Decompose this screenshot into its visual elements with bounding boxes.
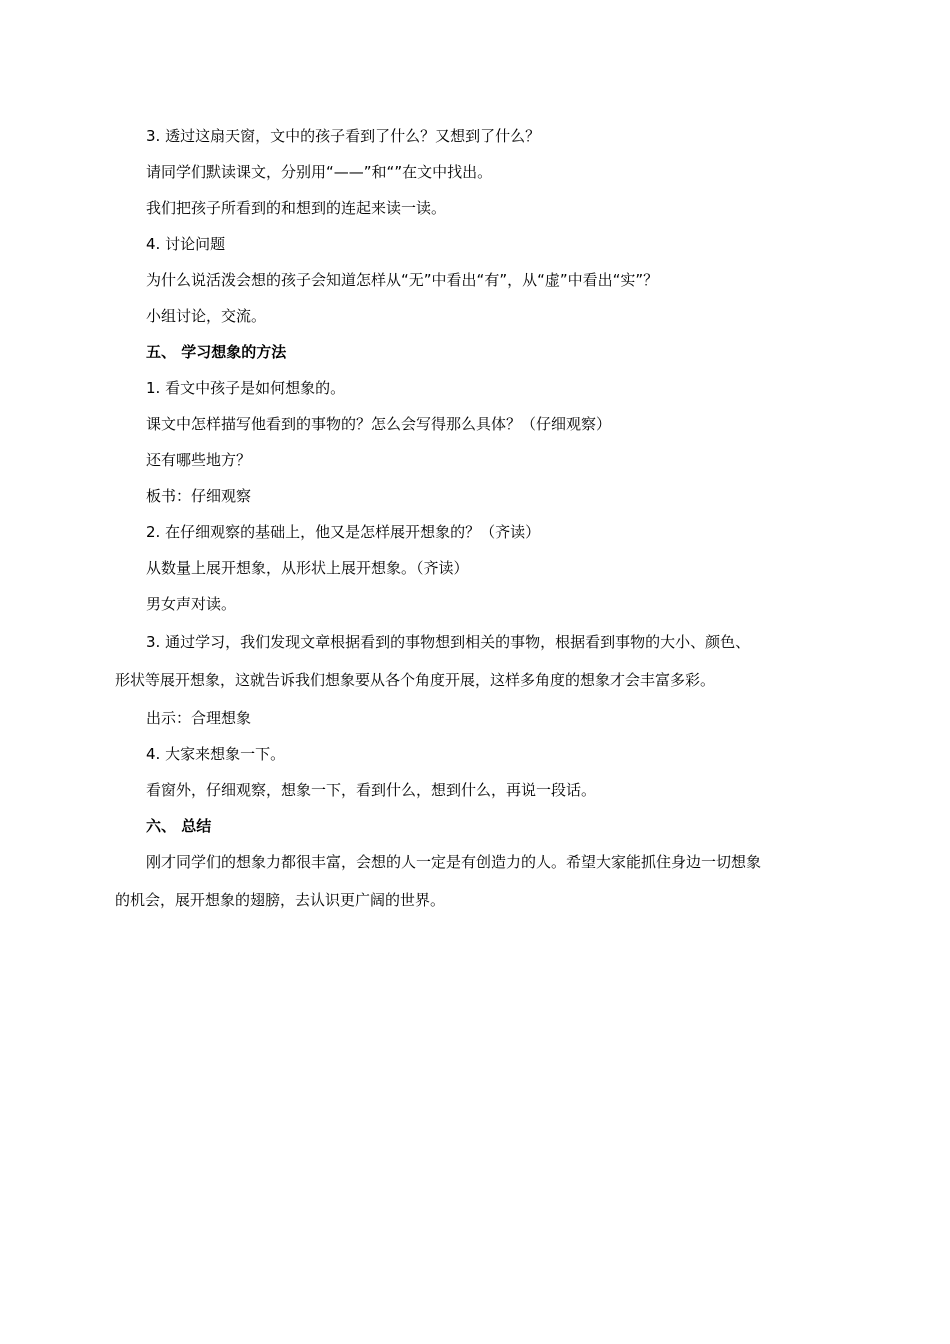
more-places-line: 还有哪些地方？ [146,451,252,469]
question-3-line: 3. 透过这扇天窗，文中的孩子看到了什么？又想到了什么？ [146,127,541,145]
quantity-shape-line: 从数量上展开想象，从形状上展开想象。（齐读） [146,559,469,577]
reading-line: 我们把孩子所看到的和想到的连起来读一读。 [146,199,447,217]
method-item-2-line: 2. 在仔细观察的基础上，他又是怎样展开想象的？（齐读） [146,523,541,541]
group-discussion-line: 小组讨论，交流。 [146,307,267,325]
section-6-heading: 六、 总结 [146,817,212,835]
method-question-line: 课文中怎样描写他看到的事物的？怎么会写得那么具体？（仔细观察） [146,415,612,433]
dialogue-line: 男女声对读。 [146,595,237,613]
summary-continuation: 的机会，展开想象的翅膀，去认识更广阔的世界。 [115,891,446,909]
observe-window-line: 看窗外，仔细观察，想象一下，看到什么，想到什么，再说一段话。 [146,781,597,799]
method-item-3-line: 3. 通过学习，我们发现文章根据看到的事物想到相关的事物，根据看到事物的大小、颜色、 [146,633,751,651]
blackboard-line: 板书：仔细观察 [146,487,252,505]
method-item-3-continuation: 形状等展开想象，这就告诉我们想象要从各个角度开展，这样多角度的想象才会丰富多彩。 [115,671,716,689]
method-item-4-line: 4. 大家来想象一下。 [146,745,286,763]
discussion-item-line: 4. 讨论问题 [146,235,226,253]
method-item-1-line: 1. 看文中孩子是如何想象的。 [146,379,346,397]
section-5-heading: 五、 学习想象的方法 [146,343,287,361]
discussion-question-line: 为什么说活泼会想的孩子会知道怎样从“无”中看出“有”，从“虚”中看出“实”？ [146,271,659,289]
instruction-line: 请同学们默读课文，分别用“——”和“”在文中找出。 [146,163,493,181]
summary-line: 刚才同学们的想象力都很丰富，会想的人一定是有创造力的人。希望大家能抓住身边一切想象 [146,853,762,871]
show-line: 出示：合理想象 [146,709,252,727]
